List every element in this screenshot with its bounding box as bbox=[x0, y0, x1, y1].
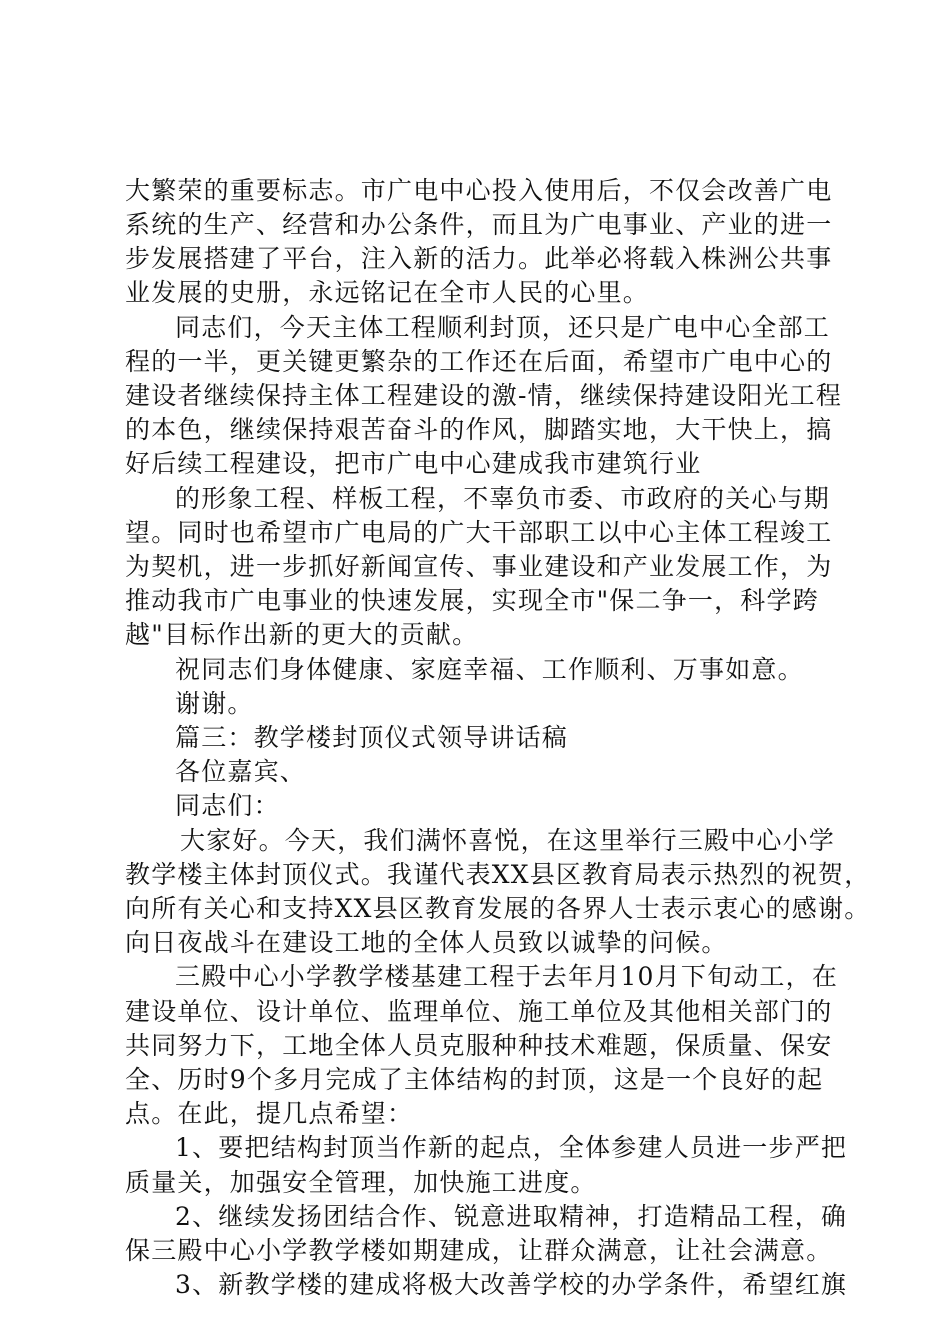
paragraph-line: 的本色，继续保持艰苦奋斗的作风，脚踏实地，大干快上，搞 bbox=[125, 415, 833, 444]
paragraph-line: 向日夜战斗在建设工地的全体人员致以诚挚的问候。 bbox=[125, 928, 728, 957]
paragraph-line: 越"目标作出新的更大的贡献。 bbox=[125, 620, 479, 649]
paragraph-line: 点。在此，提几点希望： bbox=[125, 1099, 414, 1128]
paragraph-line: 同志们，今天主体工程顺利封顶，还只是广电中心全部工 bbox=[175, 313, 831, 342]
section-heading: 篇三：教学楼封顶仪式领导讲话稿 bbox=[175, 723, 569, 752]
paragraph-line: 建设单位、设计单位、监理单位、施工单位及其他相关部门的 bbox=[125, 997, 833, 1026]
paragraph-line: 保三殿中心小学教学楼如期建成，让群众满意，让社会满意。 bbox=[125, 1236, 833, 1265]
paragraph-line: 共同努力下，工地全体人员克服种种技术难题，保质量、保安 bbox=[125, 1031, 833, 1060]
paragraph-line: 望。同时也希望市广电局的广大干部职工以中心主体工程竣工 bbox=[125, 518, 833, 547]
paragraph-line: 的形象工程、样板工程，不辜负市委、市政府的关心与期 bbox=[175, 484, 831, 513]
paragraph-line: 教学楼主体封顶仪式。我谨代表XX县区教育局表示热烈的祝贺， bbox=[125, 860, 871, 889]
paragraph-line: 推动我市广电事业的快速发展，实现全市"保二争一，科学跨 bbox=[125, 586, 819, 615]
salutation-line: 各位嘉宾、 bbox=[175, 757, 307, 786]
paragraph-line: 业发展的史册，永远铭记在全市人民的心里。 bbox=[125, 278, 650, 307]
paragraph-line: 大家好。今天，我们满怀喜悦，在这里举行三殿中心小学 bbox=[180, 826, 836, 855]
paragraph-line: 大繁荣的重要标志。市广电中心投入使用后，不仅会改善广电 bbox=[125, 176, 833, 205]
paragraph-line: 为契机，进一步抓好新闻宣传、事业建设和产业发展工作，为 bbox=[125, 552, 833, 581]
paragraph-line: 系统的生产、经营和办公条件，而且为广电事业、产业的进一 bbox=[125, 210, 833, 239]
paragraph-line: 全、历时9个多月完成了主体结构的封顶，这是一个良好的起 bbox=[125, 1065, 824, 1094]
list-item: 2、继续发扬团结合作、锐意进取精神，打造精品工程，确 bbox=[175, 1202, 848, 1231]
paragraph-line: 三殿中心小学教学楼基建工程于去年月10月下旬动工，在 bbox=[175, 962, 839, 991]
paragraph-line: 谢谢。 bbox=[175, 689, 254, 718]
paragraph-line: 质量关，加强安全管理，加快施工进度。 bbox=[125, 1168, 597, 1197]
paragraph-line: 向所有关心和支持XX县区教育发展的各界人士表示衷心的感谢。 bbox=[125, 894, 871, 923]
paragraph-line: 程的一半，更关键更繁杂的工作还在后面，希望市广电中心的 bbox=[125, 347, 833, 376]
paragraph-line: 建设者继续保持主体工程建设的激-情，继续保持建设阳光工程 bbox=[125, 381, 843, 410]
paragraph-line: 步发展搭建了平台，注入新的活力。此举必将载入株洲公共事 bbox=[125, 244, 833, 273]
paragraph-line: 祝同志们身体健康、家庭幸福、工作顺利、万事如意。 bbox=[175, 655, 804, 684]
list-item: 3、新教学楼的建成将极大改善学校的办学条件，希望红旗 bbox=[175, 1270, 848, 1299]
paragraph-line: 好后续工程建设，把市广电中心建成我市建筑行业 bbox=[125, 449, 702, 478]
list-item: 1、要把结构封顶当作新的起点，全体参建人员进一步严把 bbox=[175, 1133, 848, 1162]
salutation-line: 同志们： bbox=[175, 791, 280, 820]
